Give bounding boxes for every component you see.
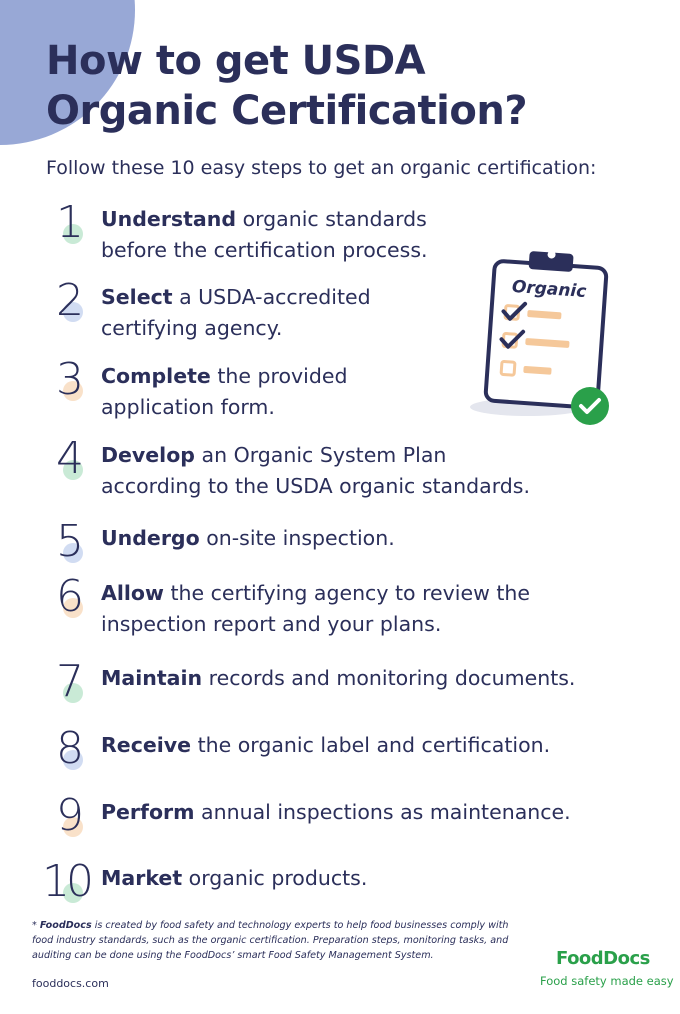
step-action: Perform bbox=[101, 800, 195, 824]
step-text: Develop an Organic System Plan according to the USDA organic standards. bbox=[101, 443, 530, 498]
step-action: Market bbox=[101, 866, 183, 890]
page-subtitle: Follow these 10 easy steps to get an organic certification: bbox=[46, 157, 597, 179]
step-action: Receive bbox=[101, 733, 192, 757]
step-text: Select a USDA-accredited certifying agency. bbox=[101, 285, 371, 340]
clipboard-label: Organic bbox=[511, 276, 587, 303]
step-text: Market organic products. bbox=[101, 866, 368, 890]
step-action: Allow bbox=[101, 581, 164, 605]
step-number: 6 bbox=[56, 571, 84, 622]
brand-logo: FoodDocs bbox=[556, 948, 650, 969]
step-action: Understand bbox=[101, 207, 237, 231]
step-number: 7 bbox=[56, 656, 84, 707]
footnote-brand: FoodDocs bbox=[39, 920, 92, 931]
step-number: 3 bbox=[56, 354, 84, 405]
step-text: Maintain records and monitoring documents. bbox=[101, 666, 576, 690]
step-number: 2 bbox=[56, 275, 84, 326]
step-text: Complete the provided application form. bbox=[101, 364, 348, 419]
check-circle-icon bbox=[571, 387, 609, 425]
step-action: Develop bbox=[101, 443, 195, 467]
step-text: Allow the certifying agency to review the inspection report and your plans. bbox=[101, 581, 531, 636]
step-action: Undergo bbox=[101, 526, 200, 550]
brand-tagline: Food safety made easy bbox=[540, 974, 674, 988]
step-number: 8 bbox=[56, 723, 84, 774]
step-number: 4 bbox=[56, 433, 84, 484]
step-number: 10 bbox=[42, 856, 90, 907]
website-link[interactable]: fooddocs.com bbox=[32, 977, 109, 990]
page-title: How to get USDA Organic Certification? bbox=[46, 38, 528, 134]
step-text: Understand organic standards before the certification process. bbox=[101, 207, 428, 262]
step-number: 5 bbox=[56, 516, 84, 567]
step-action: Maintain bbox=[101, 666, 203, 690]
clipboard-checklist-icon bbox=[466, 244, 616, 430]
step-number: 1 bbox=[56, 197, 84, 248]
step-action: Complete bbox=[101, 364, 211, 388]
footnote: * FoodDocs is created by food safety and technology experts to help food businesses comply with food industry standards, such as the organic certification. Preparation steps, monitoring tasks, and auditing can be done using the FoodDocs’ smart Food Safety Management System. bbox=[32, 920, 509, 961]
step-action: Select bbox=[101, 285, 173, 309]
step-text: Undergo on-site inspection. bbox=[101, 526, 395, 550]
step-text: Receive the organic label and certification. bbox=[101, 733, 551, 757]
step-number: 9 bbox=[56, 790, 84, 841]
step-text: Perform annual inspections as maintenance. bbox=[101, 800, 571, 824]
